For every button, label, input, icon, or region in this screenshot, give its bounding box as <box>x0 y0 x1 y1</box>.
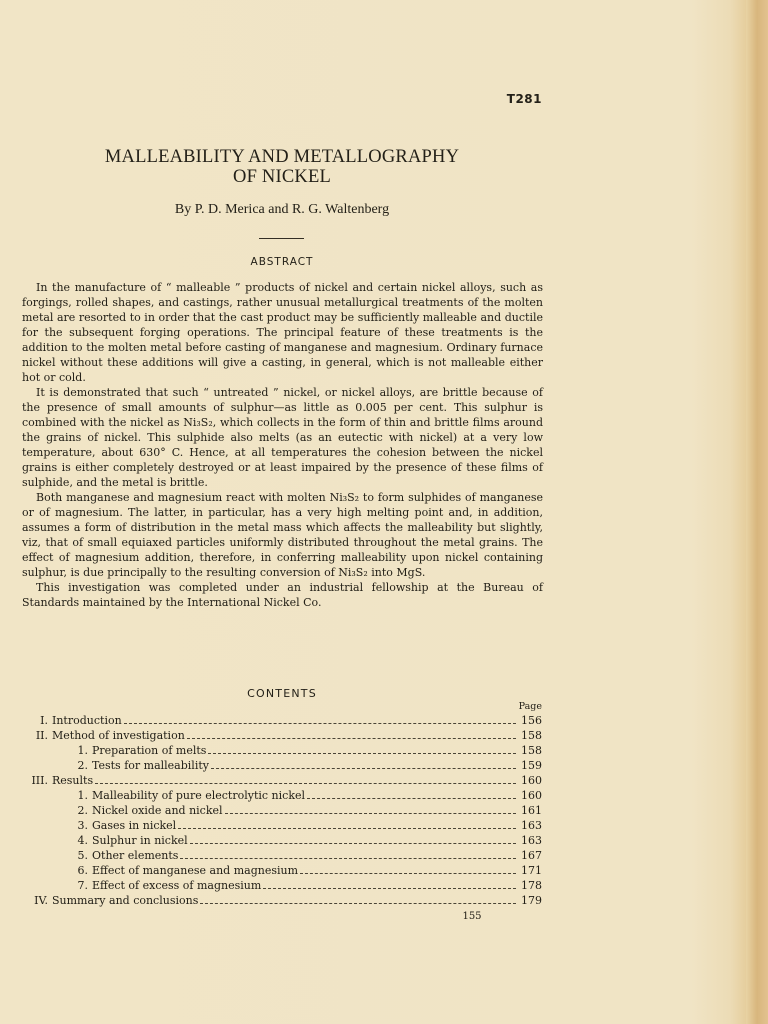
abstract-paragraph: It is demonstrated that such “ untreated ” nickel, or nickel alloys, are brittle because of the presence of small amounts of sulphur—as little as 0.005 per cent. This sulphur is combined with the nickel as Ni₃S₂, which collects in the form of thin and brittle films around the grains of nickel. This sulphide also melts (as an eutectic with nickel) at a very low temperature, about 630° C. Hence, at all temperatures the cohesion between the nickel grains is either completely destroyed or at least impaired by the presence of these films of sulphide, and the metal is brittle. <box>22 386 543 489</box>
toc-label: Preparation of melts <box>92 744 207 757</box>
toc-entry <box>60 758 542 773</box>
abstract-heading: ABSTRACT <box>250 256 314 268</box>
toc-number: 1. <box>77 789 88 802</box>
toc-entry <box>14 773 542 788</box>
toc-page: 158 <box>521 729 542 742</box>
toc-number: 3. <box>77 819 88 832</box>
toc-label: Effect of excess of magnesium <box>92 879 262 892</box>
toc-leader <box>124 722 516 724</box>
contents-heading: CONTENTS <box>247 687 317 700</box>
toc-leader <box>95 782 516 784</box>
toc-entry <box>60 803 542 818</box>
author-byline: By P. D. Merica and R. G. Waltenberg <box>174 202 390 217</box>
toc-number: 5. <box>77 849 88 862</box>
toc-label: Effect of manganese and magnesium <box>92 864 299 877</box>
abstract-paragraph: Both manganese and magnesium react with molten Ni₃S₂ to form sulphides of manganese or of magnesium. The latter, in particular, has a very high melting point and, in addition, assumes a form of distribution in the metal mass which affects the malleability but slightly, viz, that of small equiaxed particles uniformly distributed throughout the metal grains. The effect of magnesium addition, therefore, in conferring malleability upon nickel containing sulphur, is due principally to the resulting conversion of Ni₃S₂ into MgS. <box>22 491 543 579</box>
toc-entry <box>60 833 542 848</box>
page-edge <box>746 0 768 1024</box>
toc-leader <box>307 797 516 799</box>
toc-leader <box>200 902 516 904</box>
paper-title <box>40 147 524 187</box>
toc-label: Other elements <box>92 849 179 862</box>
toc-leader <box>211 767 516 769</box>
toc-page: 171 <box>521 864 542 877</box>
toc-number: II. <box>35 729 48 742</box>
toc-number: III. <box>31 774 48 787</box>
toc-entry <box>60 818 542 833</box>
toc-leader <box>178 827 516 829</box>
toc-number: I. <box>40 714 48 727</box>
toc-label: Malleability of pure electrolytic nickel <box>92 789 306 802</box>
page-column-label: Page <box>518 701 542 712</box>
toc-page: 163 <box>521 819 542 832</box>
toc-page: 161 <box>521 804 542 817</box>
toc-number: 2. <box>77 759 88 772</box>
page-number: 155 <box>462 911 482 922</box>
toc-label: Tests for malleability <box>92 759 209 772</box>
toc-leader <box>263 887 516 889</box>
toc-entry <box>60 863 542 878</box>
toc-number: 4. <box>77 834 88 847</box>
title-line-2: OF NICKEL <box>233 167 331 187</box>
abstract-paragraph: This investigation was completed under an industrial fellowship at the Bureau of Standards maintained by the International Nickel Co. <box>22 581 543 609</box>
title-line-1: MALLEABILITY AND METALLOGRAPHY <box>104 147 460 167</box>
toc-label: Introduction <box>52 714 122 727</box>
abstract-body <box>22 280 543 610</box>
toc-page: 167 <box>521 849 542 862</box>
toc-page: 178 <box>521 879 542 892</box>
toc-page: 160 <box>521 789 542 802</box>
toc-page: 163 <box>521 834 542 847</box>
toc-entry <box>14 728 542 743</box>
toc-number: 6. <box>77 864 88 877</box>
toc-entry <box>14 893 542 908</box>
report-code: T281 <box>506 92 542 106</box>
toc-label: Gases in nickel <box>92 819 177 832</box>
toc-number: 2. <box>77 804 88 817</box>
toc-label: Sulphur in nickel <box>92 834 188 847</box>
toc-page: 159 <box>521 759 542 772</box>
toc-leader <box>180 857 516 859</box>
toc-leader <box>208 752 516 754</box>
toc-page: 158 <box>521 744 542 757</box>
toc-page: 179 <box>521 894 542 907</box>
toc-leader <box>225 812 516 814</box>
toc-label: Method of investigation <box>52 729 185 742</box>
toc-number: IV. <box>34 894 48 907</box>
toc-number: 1. <box>77 744 88 757</box>
toc-entry <box>60 878 542 893</box>
toc-label: Summary and conclusions <box>52 894 199 907</box>
toc-leader <box>187 737 516 739</box>
toc-label: Nickel oxide and nickel <box>92 804 223 817</box>
toc-label: Results <box>52 774 94 787</box>
toc-page: 160 <box>521 774 542 787</box>
title-divider <box>259 238 304 239</box>
toc-entry <box>60 848 542 863</box>
toc-leader <box>300 872 516 874</box>
toc-entry <box>60 743 542 758</box>
toc-number: 7. <box>77 879 88 892</box>
toc-page: 156 <box>521 714 542 727</box>
toc-leader <box>190 842 516 844</box>
toc-entry <box>14 713 542 728</box>
toc-entry <box>60 788 542 803</box>
abstract-paragraph: In the manufacture of “ malleable ” products of nickel and certain nickel alloys, such as forgings, rolled shapes, and castings, rather unusual metallurgical treatments of the molten metal are resorted to in order that the cast product may be sufficiently malleable and ductile for the subsequent forging operations. The principal feature of these treatments is the addition to the molten metal before casting of manganese and magnesium. Ordinary furnace nickel without these additions will give a casting, in general, which is not malleable either hot or cold. <box>22 281 543 384</box>
